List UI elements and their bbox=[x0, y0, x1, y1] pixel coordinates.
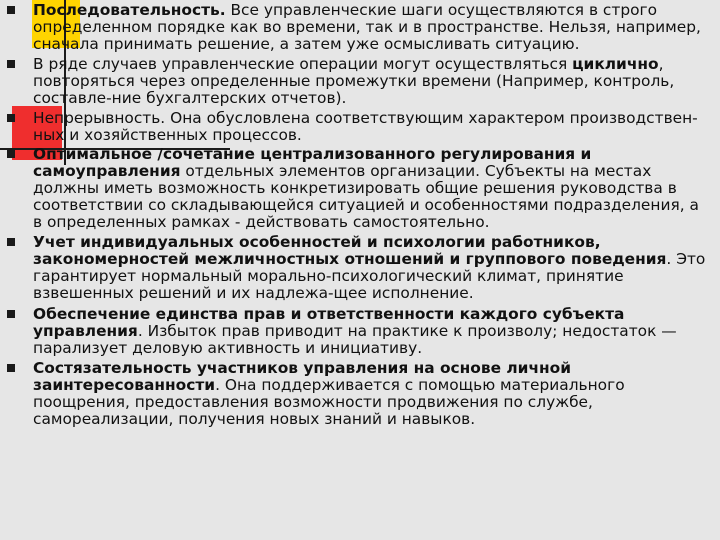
item-text: . Избыток прав приводит на практике к произволу; недостаток — парализует деловую активность и инициативу. bbox=[33, 322, 677, 357]
bullet-icon bbox=[7, 310, 15, 318]
item-text: . Это гарантирует нормальный морально-психологический климат, принятие взвешенных решений и их надлежа-щее исполнение. bbox=[33, 250, 706, 302]
bullet-icon bbox=[7, 114, 15, 122]
item-text-lead: В ряде случаев управленческие операции могут осуществляться bbox=[33, 55, 573, 73]
list-item bbox=[0, 146, 720, 234]
list-item bbox=[0, 2, 720, 56]
list-item bbox=[0, 234, 720, 306]
item-heading: Последовательность. bbox=[33, 1, 226, 19]
list-item bbox=[0, 360, 720, 432]
item-heading: Оптимальное /сочетание централизованного регулирования и самоуправления bbox=[33, 145, 592, 180]
item-heading: Обеспечение единства прав и ответственности каждого субъекта управления bbox=[33, 305, 625, 340]
list-item bbox=[0, 110, 720, 146]
item-heading: Состязательность участников управления на основе личной заинтересованности bbox=[33, 359, 571, 394]
item-text: Непрерывность. Она обусловлена соответствующим характером производствен-ных и хозяйственных процессов. bbox=[33, 109, 698, 144]
item-text: отдельных элементов организации. Субъекты на местах должны иметь возможность конкретизировать общие решения руководства в соответствии со складывающейся ситуацией и особенностями подразделения, а в определенных рамках - действовать самостоятельно. bbox=[33, 162, 699, 231]
bullet-icon bbox=[7, 364, 15, 372]
bullet-icon bbox=[7, 60, 15, 68]
item-text: , повторяться через определенные промежутки времени (Например, контроль, составле-ние бухгалтерских отчетов). bbox=[33, 55, 675, 107]
bullet-list bbox=[0, 2, 720, 432]
list-item bbox=[0, 56, 720, 110]
item-text: . Она поддерживается с помощью материального поощрения, предоставления возможности продвижения по службе, самореализации, получения новых знаний и навыков. bbox=[33, 376, 625, 428]
item-emphasis: циклично bbox=[572, 55, 659, 73]
bullet-icon bbox=[7, 6, 15, 14]
list-item bbox=[0, 306, 720, 360]
bullet-icon bbox=[7, 150, 15, 158]
bullet-icon bbox=[7, 238, 15, 246]
item-heading: Учет индивидуальных особенностей и психологии работников, закономерностей межличностных отношений и группового поведения bbox=[33, 233, 667, 268]
item-text: Все управленческие шаги осуществляются в строго определенном порядке как во времени, так и в пространстве. Нельзя, например, сначала принимать решение, а затем уже осмысливать ситуацию. bbox=[33, 1, 701, 53]
